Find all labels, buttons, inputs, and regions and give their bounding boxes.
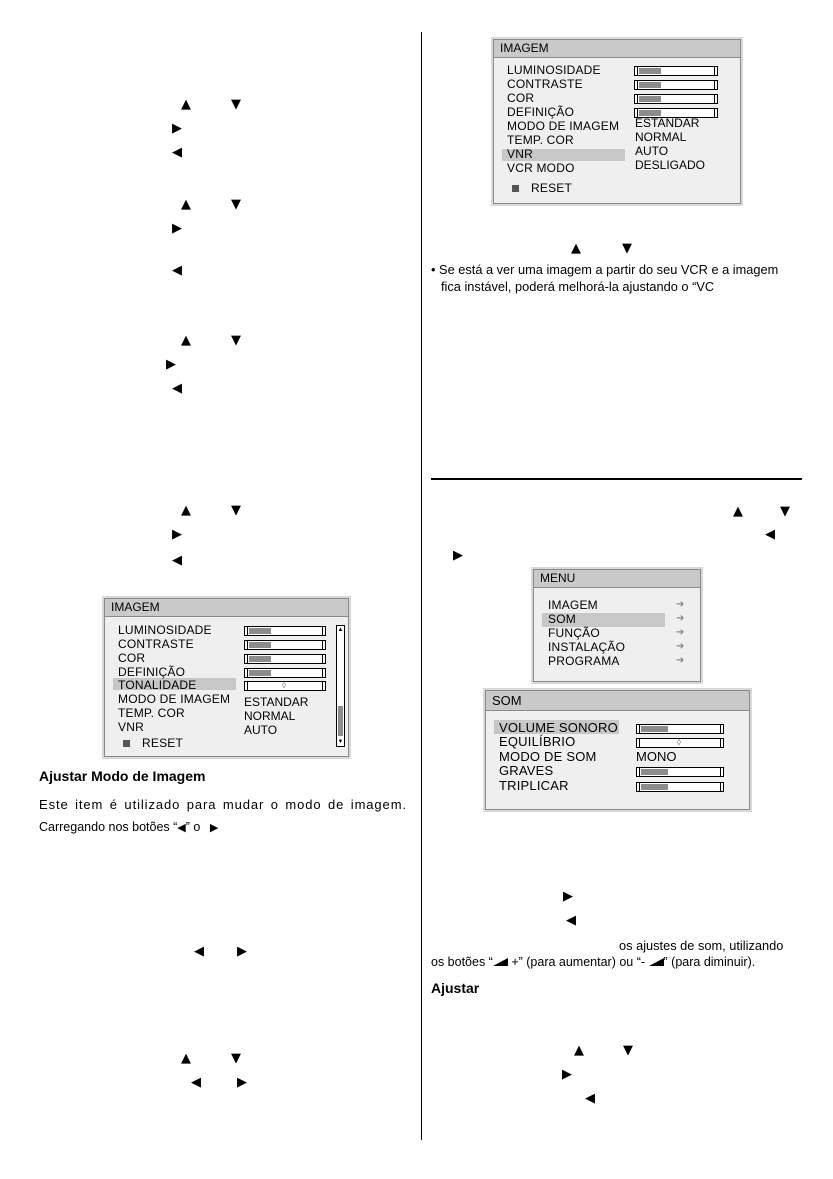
menu-item-label[interactable]: MODO DE SOM	[499, 749, 597, 764]
left-arrow-icon: ◀	[765, 527, 775, 542]
bar-cap-left	[247, 655, 248, 663]
reset-square-icon	[123, 740, 130, 747]
scroll-down-icon[interactable]: ▼	[337, 739, 344, 745]
bar-cap-right	[720, 725, 721, 733]
bar-fill	[639, 82, 661, 88]
menu-item-label[interactable]: FUNÇÃO	[548, 626, 600, 640]
menu-item-label[interactable]: IMAGEM	[548, 598, 598, 612]
menu-title: MENU	[534, 570, 700, 588]
menu-item-value: MONO	[636, 749, 677, 764]
left-arrow-icon: ◀	[172, 553, 182, 568]
imagem-menu-top	[493, 39, 741, 204]
scrollbar[interactable]	[336, 625, 345, 747]
bar-cap-right	[714, 67, 715, 75]
reset-square-icon	[512, 185, 519, 192]
menu-item-label[interactable]: COR	[118, 651, 146, 665]
level-bar[interactable]	[244, 640, 326, 650]
menu-item-label[interactable]: COR	[507, 91, 535, 105]
menu-item-label[interactable]: CONTRASTE	[118, 637, 194, 651]
bar-cap-right	[714, 81, 715, 89]
bar-cap-right	[720, 739, 721, 747]
p2-text-a: Carregando nos botões “	[39, 820, 178, 834]
down-arrow-icon: ▼	[231, 197, 241, 212]
reset-label[interactable]: RESET	[531, 181, 573, 195]
right-arrow-icon: ▶	[563, 889, 573, 904]
left-arrow-icon: ◀	[191, 1075, 201, 1090]
menu-item-label[interactable]: TEMP. COR	[507, 133, 574, 147]
level-bar[interactable]	[244, 626, 326, 636]
right-arrow-icon: ▶	[166, 357, 176, 372]
menu-item-label[interactable]: SOM	[548, 612, 576, 626]
menu-item-value: AUTO	[244, 723, 278, 737]
som-menu	[485, 690, 750, 810]
heading-ajustar: Ajustar	[431, 980, 480, 996]
bar-cap-right	[322, 669, 323, 677]
bar-cap-right	[322, 627, 323, 635]
up-arrow-icon: ▲	[181, 333, 191, 348]
up-arrow-icon: ▲	[181, 97, 191, 112]
left-arrow-icon: ◀	[172, 145, 182, 160]
bar-cap-left	[639, 768, 640, 776]
menu-item-label[interactable]: LUMINOSIDADE	[507, 63, 601, 77]
bar-cap-left	[639, 725, 640, 733]
menu-item-value: DESLIGADO	[635, 158, 706, 172]
level-bar[interactable]	[634, 66, 718, 76]
bar-cap-left	[247, 682, 248, 690]
paragraph-modo-imagem: Este item é utilizado para mudar o modo de imagem.	[39, 797, 407, 812]
menu-item-value: ESTANDAR	[244, 695, 309, 709]
bar-cap-left	[639, 783, 640, 791]
menu-item-label[interactable]: DEFINIÇÃO	[118, 665, 186, 679]
bullet-vcr-line1: • Se está a ver uma imagem a partir do seu VCR e a imagem	[431, 262, 779, 277]
column-divider	[421, 32, 422, 1140]
right-arrow-icon: ▶	[172, 121, 182, 136]
bar-cap-right	[714, 95, 715, 103]
left-arrow-icon: ◀	[172, 263, 182, 278]
right-arrow-icon: ▶	[562, 1067, 572, 1082]
left-arrow-icon: ◀	[177, 821, 186, 834]
right-arrow-icon: ▶	[453, 548, 463, 563]
bar-fill	[639, 96, 661, 102]
menu-item-label[interactable]: VNR	[507, 147, 533, 161]
menu-title: IMAGEM	[105, 599, 348, 617]
menu-item-value: NORMAL	[635, 130, 687, 144]
level-bar[interactable]	[636, 738, 724, 748]
menu-arrow-icon: ➔	[676, 641, 685, 652]
heading-ajustar-modo-imagem: Ajustar Modo de Imagem	[39, 768, 206, 784]
right-arrow-icon: ▶	[237, 1075, 247, 1090]
sound2-b: +” (para aumentar) ou “-	[507, 955, 649, 969]
sound-text-line2	[431, 955, 755, 970]
up-arrow-icon: ▲	[574, 1043, 584, 1058]
bar-cap-right	[720, 783, 721, 791]
level-bar[interactable]	[634, 80, 718, 90]
bar-fill	[641, 726, 668, 732]
bar-fill	[249, 670, 271, 676]
section-divider	[431, 478, 802, 480]
bar-fill	[249, 628, 271, 634]
bar-cap-right	[322, 682, 323, 690]
bar-fill	[641, 769, 668, 775]
menu-item-label[interactable]: MODO DE IMAGEM	[507, 119, 620, 133]
menu-item-label[interactable]: TEMP. COR	[118, 706, 185, 720]
paragraph-botoes	[39, 820, 218, 835]
right-arrow-icon: ▶	[172, 221, 182, 236]
down-arrow-icon: ▼	[623, 1043, 633, 1058]
menu-item-value: ESTANDAR	[635, 116, 700, 130]
bar-cap-left	[639, 739, 640, 747]
left-arrow-icon: ◀	[172, 381, 182, 396]
right-arrow-icon: ▶	[237, 944, 247, 959]
center-tick-icon: ◊	[677, 738, 681, 747]
bar-cap-left	[247, 627, 248, 635]
menu-item-label[interactable]: VOLUME SONORO	[499, 720, 618, 735]
menu-arrow-icon: ➔	[676, 627, 685, 638]
menu-item-label[interactable]: GRAVES	[499, 763, 554, 778]
level-bar[interactable]	[634, 94, 718, 104]
bar-fill	[639, 68, 661, 74]
up-arrow-icon: ▲	[181, 503, 191, 518]
bar-cap-left	[247, 641, 248, 649]
bar-cap-left	[247, 669, 248, 677]
reset-label[interactable]: RESET	[142, 736, 184, 750]
volume-wedge-icon	[649, 958, 664, 966]
main-menu	[533, 569, 701, 682]
left-arrow-icon: ◀	[585, 1091, 595, 1106]
left-arrow-icon: ◀	[566, 913, 576, 928]
menu-title: SOM	[486, 691, 749, 711]
level-bar[interactable]	[636, 724, 724, 734]
bar-cap-left	[637, 67, 638, 75]
menu-arrow-icon: ➔	[676, 599, 685, 610]
menu-item-label[interactable]: CONTRASTE	[507, 77, 583, 91]
menu-item-value: NORMAL	[244, 709, 296, 723]
down-arrow-icon: ▼	[231, 1051, 241, 1066]
level-bar[interactable]	[244, 654, 326, 664]
menu-item-label[interactable]: TRIPLICAR	[499, 778, 569, 793]
imagem-menu-bottom	[104, 598, 349, 757]
up-arrow-icon: ▲	[571, 241, 581, 256]
p2-text-b: ” o	[185, 820, 201, 834]
bar-cap-left	[637, 81, 638, 89]
down-arrow-icon: ▼	[231, 333, 241, 348]
bar-cap-right	[322, 641, 323, 649]
menu-item-label[interactable]: INSTALAÇÃO	[548, 640, 626, 654]
level-bar[interactable]	[636, 767, 724, 777]
menu-arrow-icon: ➔	[676, 613, 685, 624]
up-arrow-icon: ▲	[733, 504, 743, 519]
menu-item-label[interactable]: DEFINIÇÃO	[507, 105, 575, 119]
scroll-up-icon[interactable]: ▲	[337, 627, 344, 633]
level-bar[interactable]	[244, 681, 326, 691]
level-bar[interactable]	[636, 782, 724, 792]
sound-text-line1: os ajustes de som, utilizando	[619, 938, 784, 953]
bar-cap-left	[637, 95, 638, 103]
bar-cap-right	[720, 768, 721, 776]
down-arrow-icon: ▼	[231, 97, 241, 112]
down-arrow-icon: ▼	[231, 503, 241, 518]
volume-wedge-icon	[493, 958, 508, 966]
bar-fill	[249, 642, 271, 648]
menu-item-label[interactable]: PROGRAMA	[548, 654, 620, 668]
left-arrow-icon: ◀	[194, 944, 204, 959]
menu-item-label[interactable]: VNR	[118, 720, 144, 734]
center-tick-icon: ◊	[282, 681, 286, 690]
menu-item-label[interactable]: VCR MODO	[507, 161, 575, 175]
menu-item-label[interactable]: LUMINOSIDADE	[118, 623, 212, 637]
menu-item-label[interactable]: TONALIDADE	[118, 678, 197, 692]
menu-arrow-icon: ➔	[676, 655, 685, 666]
bullet-vcr-line2: fica instável, poderá melhorá-la ajustando o “VC	[441, 279, 715, 294]
menu-title: IMAGEM	[494, 40, 740, 58]
menu-item-value: AUTO	[635, 144, 669, 158]
bar-cap-right	[714, 109, 715, 117]
menu-item-label[interactable]: EQUILÍBRIO	[499, 734, 576, 749]
down-arrow-icon: ▼	[622, 241, 632, 256]
right-arrow-icon: ▶	[172, 527, 182, 542]
level-bar[interactable]	[244, 668, 326, 678]
right-arrow-icon: ▶	[209, 821, 219, 834]
bar-cap-right	[322, 655, 323, 663]
bar-fill	[249, 656, 271, 662]
scroll-thumb[interactable]	[338, 706, 343, 736]
sound2-a: os botões “	[431, 955, 493, 969]
up-arrow-icon: ▲	[181, 197, 191, 212]
menu-item-label[interactable]: MODO DE IMAGEM	[118, 692, 231, 706]
down-arrow-icon: ▼	[780, 504, 790, 519]
up-arrow-icon: ▲	[181, 1051, 191, 1066]
bar-fill	[641, 784, 668, 790]
sound2-c: ” (para diminuir).	[663, 955, 756, 969]
